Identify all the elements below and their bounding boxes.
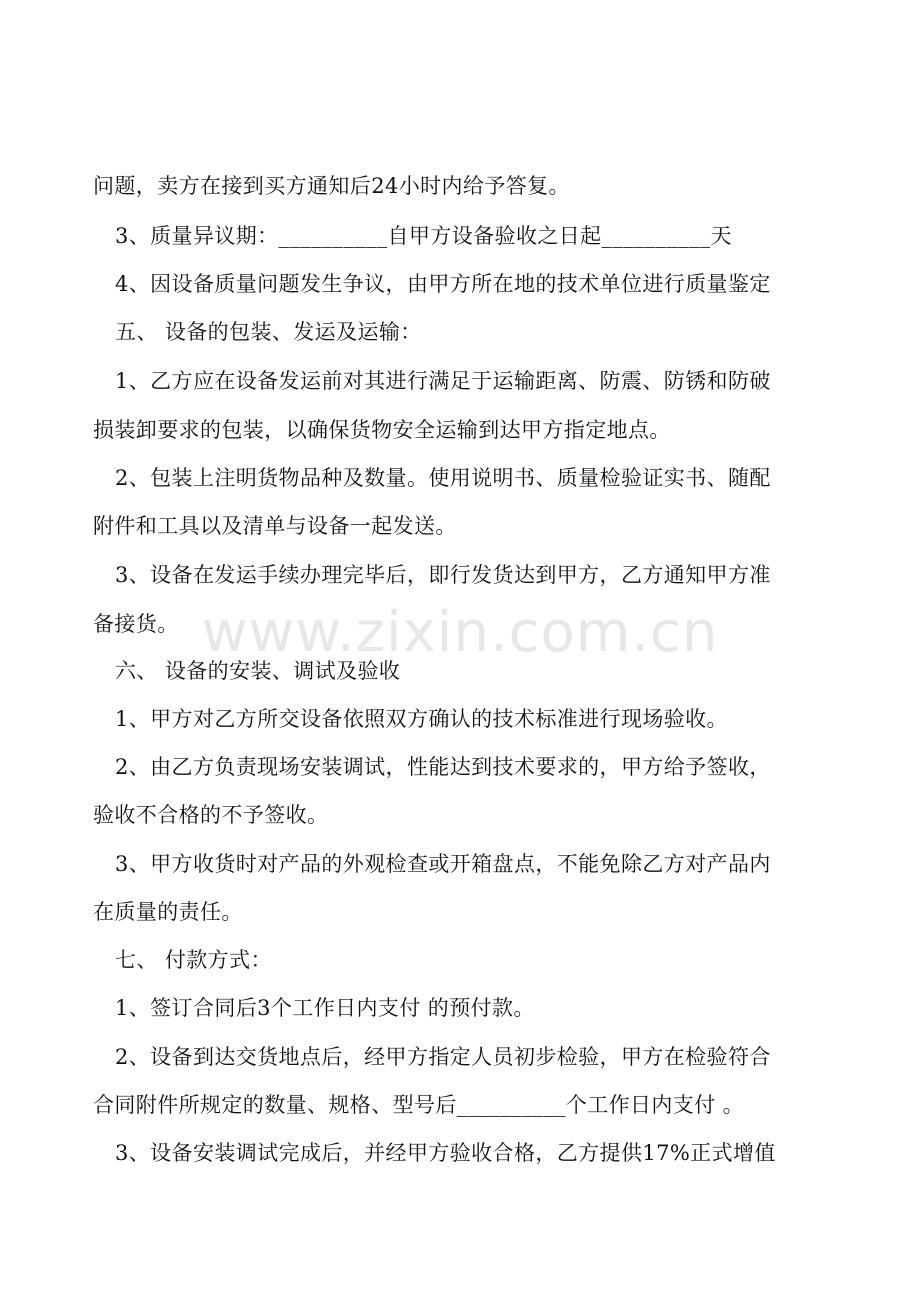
text-line: 备接货。 bbox=[93, 612, 179, 636]
text-line: 4、因设备质量问题发生争议，由甲方所在地的技术单位进行质量鉴定 bbox=[115, 272, 771, 296]
text-line: 附件和工具以及清单与设备一起发送。 bbox=[93, 514, 457, 538]
text-line: 损装卸要求的包装，以确保货物安全运输到达甲方指定地点。 bbox=[93, 418, 671, 442]
text-line: 验收不合格的不予签收。 bbox=[93, 803, 329, 827]
text-line: 3、甲方收货时对产品的外观检查或开箱盘点，不能免除乙方对产品内 bbox=[115, 852, 771, 876]
text-line: 1、甲方对乙方所交设备依照双方确认的技术标准进行现场验收。 bbox=[115, 707, 728, 731]
text-line: 1、签订合同后3个工作日内支付 的预付款。 bbox=[115, 996, 535, 1020]
text-line: 问题，卖方在接到买方通知后24小时内给予答复。 bbox=[93, 174, 570, 198]
watermark: www.zixin.com.cn bbox=[201, 600, 719, 665]
text-line: 3、质量异议期：__________自甲方设备验收之日起__________天 bbox=[115, 224, 732, 248]
text-line: 2、包装上注明货物品种及数量。使用说明书、质量检验证实书、随配 bbox=[115, 466, 771, 490]
text-line: 在质量的责任。 bbox=[93, 900, 243, 924]
section-heading: 六、 设备的安装、调试及验收 bbox=[115, 659, 401, 683]
text-line: 合同附件所规定的数量、规格、型号后__________个工作日内支付 。 bbox=[93, 1093, 745, 1117]
text-line: 1、乙方应在设备发运前对其进行满足于运输距离、防震、防锈和防破 bbox=[115, 369, 771, 393]
text-line: 3、设备安装调试完成后，并经甲方验收合格，乙方提供17%正式增值 bbox=[115, 1141, 776, 1165]
section-heading: 七、 付款方式： bbox=[115, 948, 272, 972]
text-line: 2、设备到达交货地点后，经甲方指定人员初步检验，甲方在检验符合 bbox=[115, 1045, 771, 1069]
section-heading: 五、 设备的包装、发运及运输： bbox=[115, 320, 422, 344]
text-line: 2、由乙方负责现场安装调试，性能达到技术要求的，甲方给予签收， bbox=[115, 755, 771, 779]
text-line: 3、设备在发运手续办理完毕后，即行发货达到甲方，乙方通知甲方准 bbox=[115, 563, 771, 587]
